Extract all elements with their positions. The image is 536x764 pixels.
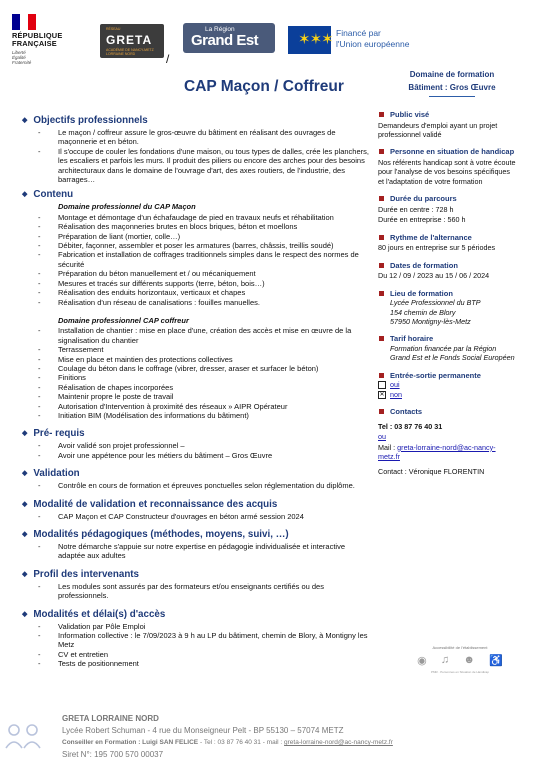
section-title: [22, 608, 370, 621]
footer-org: [62, 713, 393, 725]
item-text: Maintenir propre le poste de travail: [58, 392, 174, 402]
list-item: - Maintenir propre le poste de travail: [38, 392, 174, 402]
page-title: CAP Maçon / Coffreur: [184, 78, 344, 95]
footer-advisor: Conseiller en Formation : Luigi SAN FELICE: [62, 739, 199, 746]
section-title-text: Objectifs professionnels: [33, 115, 148, 126]
info-text: 80 jours en entreprise sur 5 périodes: [378, 243, 496, 253]
square-bullet-icon: [379, 336, 384, 341]
item-text: Coulage du béton dans le coffrage (vibrer, dresser, araser et surfacer le béton): [58, 363, 319, 373]
greta-network: RÉSEAU: [106, 27, 121, 31]
main-content: [22, 110, 370, 669]
mail-link[interactable]: greta-lorraine-nord@ac-nancy-metz.fr: [378, 442, 496, 462]
section-title: [22, 467, 370, 480]
republique-francaise-logo: [12, 14, 74, 65]
section-title: [22, 528, 370, 541]
footer-org-name: GRETA LORRAINE NORD: [62, 714, 159, 723]
contact-ou: ou: [378, 432, 386, 442]
info-title: [376, 110, 516, 120]
item-text: Initiation BIM (Modélisation des informations du bâtiment): [58, 410, 249, 420]
accessibility-logo: [410, 645, 510, 677]
greta-logo: [100, 24, 164, 58]
sidebar-info: [376, 110, 516, 485]
info-text: Lycée Professionnel du BTP: [390, 298, 481, 308]
contact-tel: Tel : 03 87 76 40 31: [378, 421, 443, 431]
item-text: Mesures et tracés sur différents supports (terre, béton, bois…): [58, 278, 265, 288]
domain-underline: [429, 96, 475, 97]
list-item: - Avoir une appétence pour les métiers du bâtiment – Gros Œuvre: [38, 450, 273, 460]
section-title-text: Profil des intervenants: [33, 568, 140, 580]
section-title-text: Modalité de validation et reconnaissance des acquis: [33, 498, 278, 510]
footer-tel: - Tel : 03 87 76 40 31 - mail :: [198, 739, 285, 746]
diamond-icon: ◆: [22, 117, 28, 124]
motto-1: Liberté: [12, 50, 26, 55]
greta-sub: LORRAINE NORD: [106, 52, 136, 56]
info-tarif: [376, 334, 516, 362]
info-title-text: Dates de formation: [390, 260, 458, 270]
section-title-text: Pré- requis: [33, 428, 85, 440]
ear-icon: ♫: [440, 654, 450, 666]
section-modalite-validation: [22, 498, 370, 521]
item-text: Installation de chantier : mise en place d'une, création des accès et mise en œuvre de la signalisation du chantier: [58, 326, 352, 345]
info-title-text: Entrée-sortie permanente: [390, 370, 481, 380]
section-title: [22, 427, 370, 440]
diamond-icon: ◆: [22, 500, 28, 508]
square-bullet-icon: [379, 291, 384, 296]
list-item: - Réalisation des enduits horizontaux, verticaux et chapes: [38, 288, 246, 298]
checkbox-label: non: [390, 389, 402, 399]
list-item: - Préparation de liant (mortier, colle…): [38, 231, 181, 241]
list-item: - Réalisation d'un réseau de canalisations : fouilles manuelles.: [38, 297, 260, 307]
list-item: - Finitions: [38, 373, 86, 383]
domain-box: [392, 68, 512, 97]
list-item: - Les modules sont assurés par des formateurs et/ou enseignants certifiés ou des professionnels.: [38, 581, 324, 601]
list-item: - Mise en place et maintien des protections collectives: [38, 354, 233, 364]
section-title-text: Modalités pédagogiques (méthodes, moyens, suivi, …): [33, 529, 289, 540]
info-dates: [376, 261, 516, 281]
section-validation: [22, 467, 370, 490]
square-bullet-icon: [379, 235, 384, 240]
info-contacts: [376, 407, 516, 477]
diamond-icon: ◆: [22, 570, 28, 578]
motto-2: Égalité: [12, 55, 26, 60]
list-item: - Montage et démontage d'un échafaudage de pied en travaux neufs et réhabilitation: [38, 212, 334, 222]
footer-address: Lycée Robert Schuman - 4 rue du Monseigneur Pelt - BP 55130 – 57074 METZ: [62, 726, 344, 735]
contenu-list-2: [22, 326, 370, 420]
checkbox-checked-icon[interactable]: ✕: [379, 391, 385, 398]
eu-funding-logo: [288, 26, 468, 56]
info-title-text: Personne en situation de handicap: [390, 147, 515, 157]
list-item: - Le maçon / coffreur assure le gros-œuvre du bâtiment en réalisant des ouvrages de maçonnerie et en béton.: [38, 128, 336, 147]
wheelchair-icon: ♿: [489, 655, 503, 667]
eye-icon: ◉: [417, 655, 427, 667]
list-item: - Coulage du béton dans le coffrage (vibrer, dresser, araser et surfacer le béton): [38, 363, 319, 373]
head-icon: ☻: [463, 654, 475, 666]
info-handicap: [376, 147, 516, 186]
eu-line-1: Financé par: [336, 28, 381, 38]
motto-3: Fraternité: [12, 60, 32, 65]
info-text: Durée en entreprise : 560 h: [378, 215, 466, 225]
acces-list: [22, 622, 370, 669]
section-title: [22, 188, 370, 201]
section-title: [22, 114, 370, 127]
info-rythme: [376, 233, 516, 253]
footer-siret: Siret N°: 195 700 570 00037: [62, 750, 164, 759]
info-title-text: Rythme de l'alternance: [390, 232, 472, 242]
french-flag-icon: [12, 14, 36, 30]
item-text: Réalisation des maçonneries brutes en blocs briques, béton et moellons: [58, 222, 298, 232]
info-text: 57950 Montigny-lès-Metz: [390, 317, 471, 327]
square-bullet-icon: [379, 263, 384, 268]
info-title: [376, 371, 516, 381]
info-title: [376, 289, 516, 299]
slash: /: [166, 52, 170, 66]
square-bullet-icon: [379, 112, 384, 117]
contact-mail: [376, 443, 516, 462]
list-item: - CAP Maçon et CAP Constructeur d'ouvrages en béton armé session 2024: [38, 511, 304, 521]
list-item: - Réalisation de chapes incorporées: [38, 382, 174, 392]
checkbox-label: oui: [390, 380, 400, 390]
list-item: - Terrassement: [38, 345, 104, 355]
checkbox-oui[interactable]: [376, 380, 516, 389]
info-title: [376, 407, 516, 417]
section-pedagogiques: [22, 528, 370, 561]
greta-academy: ACADÉMIE DE NANCY-METZ: [106, 48, 154, 52]
list-item: - Initiation BIM (Modélisation des informations du bâtiment): [38, 410, 249, 420]
item-text: Finitions: [58, 373, 86, 383]
info-title: [376, 194, 516, 204]
square-bullet-icon: [379, 373, 384, 378]
info-text: Nos référents handicap sont à votre écoute pour l'analyse de vos besoins spécifiques et l'adaptation de votre formation: [378, 158, 516, 186]
list-item: - Autorisation d'Intervention à proximité des réseaux » AIPR Opérateur: [38, 401, 288, 411]
item-text: Validation par Pôle Emploi: [58, 621, 146, 631]
accessibility-icons: [410, 654, 510, 667]
rf-line-1: RÉPUBLIQUE: [12, 31, 63, 40]
item-text: Préparation du béton manuellement et / ou mécaniquement: [58, 269, 256, 279]
item-text: Tests de positionnement: [58, 659, 139, 669]
list-item: - Préparation du béton manuellement et / ou mécaniquement: [38, 269, 256, 279]
list-item: - Fabrication et installation de coffrages traditionnels simples dans le respect des normes de sécurité: [38, 250, 359, 269]
list-item: - Il s'occupe de couler les fondations d'une maison, ou tous types de dalles, crée les planchers, les escaliers et parfois les murs. Il produit des piliers ou encore des arches pour des besoins architecturaux dans le domaine de l'ouvrage d'art, des axes routiers, de l'industrie, des barrages…: [38, 146, 369, 185]
list-item: - Information collective : le 7/09/2023 à 9 h au LP du bâtiment, chemin de Blory, à Montigny les Metz: [38, 631, 368, 650]
item-text: Information collective : le 7/09/2023 à 9 h au LP du bâtiment, chemin de Blory, à Montigny les Metz: [58, 631, 368, 650]
eu-flag-icon: ✶✶✶: [288, 26, 331, 54]
info-lieu: [376, 289, 516, 327]
list-item: - Validation par Pôle Emploi: [38, 621, 146, 631]
square-bullet-icon: [379, 409, 384, 414]
diamond-icon: ◆: [22, 470, 28, 478]
domain-value: Bâtiment : Gros Œuvre: [408, 83, 496, 92]
item-text: Le maçon / coffreur assure le gros-œuvre du bâtiment en réalisant des ouvrages de maçonnerie et en béton.: [58, 128, 336, 147]
info-text: Demandeurs d'emploi ayant un projet professionnel validé: [378, 120, 498, 139]
eu-text: [336, 28, 409, 50]
diamond-icon: ◆: [22, 430, 28, 438]
info-text: Formation financée par la Région Grand Est et le Fonds Social Européen: [390, 344, 515, 363]
people-icon: [4, 722, 44, 752]
section-title: [22, 498, 370, 511]
item-text: Avoir validé son projet professionnel –: [58, 441, 185, 451]
list-item: - Tests de positionnement: [38, 659, 139, 669]
info-entree: [376, 371, 516, 399]
list-item: - CV et entretien: [38, 649, 109, 659]
info-title-text: Lieu de formation: [390, 288, 453, 298]
info-title-text: Public visé: [390, 110, 430, 119]
info-title: [376, 261, 516, 271]
section-title: [22, 568, 370, 581]
info-title: [376, 334, 516, 344]
region-grand-est-logo: [183, 23, 275, 53]
item-text: CV et entretien: [58, 649, 109, 659]
list-item: - Avoir validé son projet professionnel –: [38, 441, 185, 451]
item-text: Réalisation d'un réseau de canalisations : fouilles manuelles.: [58, 297, 260, 307]
info-text: 154 chemin de Blory: [390, 307, 456, 317]
section-acces: [22, 608, 370, 669]
item-text: Fabrication et installation de coffrages traditionnels simples dans le respect des normes de sécurité: [58, 250, 359, 269]
item-text: CAP Maçon et CAP Constructeur d'ouvrages en béton armé session 2024: [58, 511, 304, 521]
diamond-icon: ◆: [22, 191, 28, 199]
item-text: Autorisation d'Intervention à proximité des réseaux » AIPR Opérateur: [58, 401, 288, 411]
item-text: Préparation de liant (mortier, colle…): [58, 231, 181, 241]
checkbox-empty-icon[interactable]: [378, 381, 386, 389]
section-intervenants: [22, 568, 370, 601]
domain-label: Domaine de formation: [409, 70, 495, 79]
contenu-list-1: [22, 213, 370, 307]
square-bullet-icon: [379, 149, 384, 154]
info-public: [376, 110, 516, 139]
footer-text: [62, 713, 393, 761]
info-title: [376, 233, 516, 243]
item-text: Terrassement: [58, 345, 104, 355]
info-duree: [376, 194, 516, 224]
info-title-text: Contacts: [390, 407, 423, 417]
list-item: - Réalisation des maçonneries brutes en blocs briques, béton et moellons: [38, 222, 298, 232]
accessibility-note: PMR · Personnes en Situation de Handicap: [430, 670, 490, 674]
section-objectifs: [22, 114, 370, 184]
info-text: Du 12 / 09 / 2023 au 15 / 06 / 2024: [378, 271, 490, 281]
contact-name: Contact : Véronique FLORENTIN: [378, 467, 485, 477]
greta-name: GRETA: [106, 33, 153, 47]
info-text: Durée en centre : 728 h: [378, 204, 454, 214]
list-item: - Notre démarche s'appuie sur notre expertise en pédagogie individualisée et interactive adaptée aux adultes: [38, 542, 346, 561]
info-title-text: Tarif horaire: [390, 334, 434, 344]
item-text: Réalisation de chapes incorporées: [58, 382, 174, 392]
section-title-text: Modalités et délai(s) d'accès: [33, 608, 166, 620]
list-item: - Mesures et tracés sur différents supports (terre, béton, bois…): [38, 278, 265, 288]
diamond-icon: ◆: [22, 531, 28, 538]
info-title-text: Durée du parcours: [390, 194, 457, 204]
section-prerequis: [22, 427, 370, 460]
section-title-text: Contenu: [33, 189, 74, 201]
item-text: Montage et démontage d'un échafaudage de pied en travaux neufs et réhabilitation: [58, 212, 334, 222]
subheading-macon: Domaine professionnel du CAP Maçon: [58, 202, 196, 212]
list-item: - Contrôle en cours de formation et épreuves ponctuelles selon réglementation du diplôme.: [38, 481, 355, 491]
list-item: - Installation de chantier : mise en place d'une, création des accès et mise en œuvre de la signalisation du chantier: [38, 326, 352, 345]
item-text: Avoir une appétence pour les métiers du bâtiment – Gros Œuvre: [58, 450, 273, 460]
checkbox-non[interactable]: [376, 390, 516, 399]
footer-advisor-line: [62, 737, 393, 749]
info-title: [376, 147, 516, 157]
item-text: Notre démarche s'appuie sur notre expertise en pédagogie individualisée et interactive adaptée aux adultes: [58, 542, 346, 561]
region-line-1: La Région: [205, 26, 235, 33]
mail-label: Mail :: [378, 442, 398, 452]
item-text: Réalisation des enduits horizontaux, verticaux et chapes: [58, 288, 246, 298]
diamond-icon: ◆: [22, 610, 28, 618]
section-contenu: [22, 188, 370, 420]
item-text: Les modules sont assurés par des formateurs et/ou enseignants certifiés ou des professionnels.: [58, 581, 324, 601]
section-title-text: Validation: [33, 468, 80, 480]
item-text: Débiter, façonner, assembler et poser les armatures (barres, châssis, treillis soudé): [58, 241, 334, 251]
item-text: Mise en place et maintien des protections collectives: [58, 354, 233, 364]
item-text: Contrôle en cours de formation et épreuves ponctuelles selon réglementation du diplôme.: [58, 481, 355, 491]
square-bullet-icon: [379, 196, 384, 201]
list-item: - Débiter, façonner, assembler et poser les armatures (barres, châssis, treillis soudé): [38, 241, 334, 251]
subheading-coffreur: Domaine professionnel CAP coffreur: [58, 315, 189, 325]
footer: [0, 708, 536, 764]
accessibility-title: Accessibilité de l'établissement: [432, 645, 488, 650]
rf-line-2: FRANÇAISE: [12, 39, 57, 48]
region-line-2: Grand Est: [191, 32, 259, 49]
footer-mail-link[interactable]: greta-lorraine-nord@ac-nancy-metz.fr: [284, 739, 393, 746]
eu-line-2: l'Union européenne: [336, 39, 410, 49]
rf-motto: [12, 50, 74, 65]
item-text: Il s'occupe de couler les fondations d'une maison, ou tous types de dalles, crée les planchers, les escaliers et parfois les murs. Il produit des piliers ou encore des arches pour des besoins architecturaux dans le domaine de l'ouvrage d'art, des axes routiers, de l'industrie, des barrages…: [58, 146, 369, 185]
